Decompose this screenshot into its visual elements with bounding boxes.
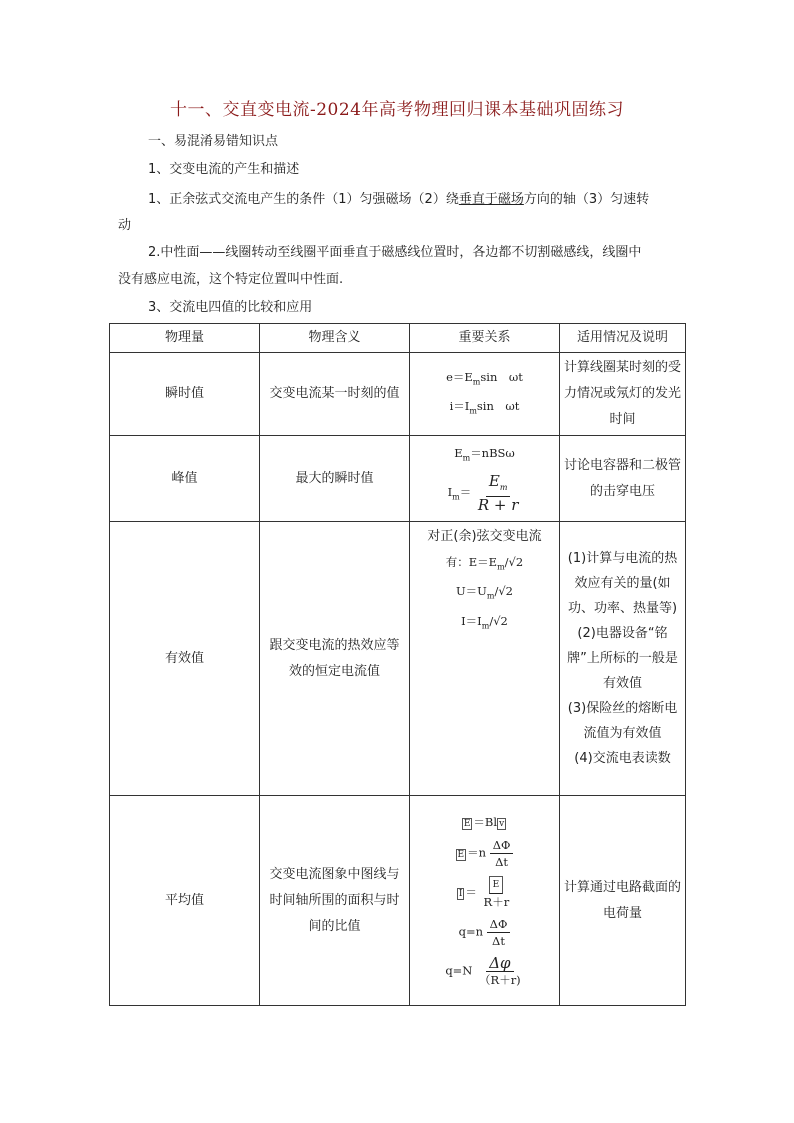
- four-values-table: [109, 323, 686, 1006]
- table-header-row: [110, 324, 686, 353]
- paragraph-conditions: [148, 190, 649, 210]
- cell-relations: $E_m=nBS\omega$ $I_m=$ $\frac{E_m}{R + r}$: [410, 436, 560, 522]
- cell-note: 讨论电容器和二极管的击穿电压: [560, 436, 686, 522]
- cell-quantity: 有效值: [110, 522, 260, 796]
- paragraph-conditions-underlined: 垂直于磁场: [458, 192, 524, 207]
- cell-quantity: 平均值: [110, 796, 260, 1006]
- cell-meaning: 跟交变电流的热效应等效的恒定电流值: [260, 522, 410, 796]
- cell-note: (1)计算与电流的热效应有关的量(如功、功率、热量等) (2)电器设备“铭牌”上所标的一般是有效值 (3)保险丝的熔断电流值为有效值 (4)交流电表读数: [560, 522, 686, 796]
- cell-meaning: 交变电流图象中图线与时间轴所围的面积与时间的比值: [260, 796, 410, 1006]
- table-row: [110, 353, 686, 436]
- paragraph-conditions-pre: 1、正余弦式交流电产生的条件（1）匀强磁场（2）绕: [148, 192, 459, 207]
- paragraph-neutral-plane-line2: 没有感应电流，这个特定位置叫中性面.: [118, 272, 344, 287]
- cell-note: 计算通过电路截面的电荷量: [560, 796, 686, 1006]
- cell-meaning: 交变电流某一时刻的值: [260, 353, 410, 436]
- cell-meaning: 最大的瞬时值: [260, 436, 410, 522]
- table-row: [110, 522, 686, 796]
- header-quantity: 物理量: [110, 324, 260, 353]
- subsection-heading: 1、交变电流的产生和描述: [148, 162, 300, 177]
- table-row: [110, 796, 686, 1006]
- cell-quantity: 瞬时值: [110, 353, 260, 436]
- subsection-heading-3: 3、交流电四值的比较和应用: [148, 300, 313, 315]
- section-heading: 一、易混淆易错知识点: [148, 134, 279, 149]
- header-note: 适用情况及说明: [560, 324, 686, 353]
- cell-relations: $e=E_m\sin$ ωt $i=I_m\sin$ ωt: [410, 353, 560, 436]
- cell-quantity: 峰值: [110, 436, 260, 522]
- page-title: 十一、交直变电流-2024年高考物理回归课本基础巩固练习: [169, 100, 624, 120]
- paragraph-neutral-plane-line1: 2.中性面——线圈转动至线圈平面垂直于磁感线位置时，各边都不切割磁感线，线圈中: [148, 245, 642, 260]
- header-relations: 重要关系: [410, 324, 560, 353]
- header-meaning: 物理含义: [260, 324, 410, 353]
- table-row: [110, 436, 686, 522]
- paragraph-conditions-post: 方向的轴（3）匀速转: [523, 192, 650, 207]
- cell-relations: E ＝Bl v E ＝n $\frac{\Delta\Phi}{\Delta t}$ I ＝ $\frac{E}{R+r}$ q=n $\frac{\Delta\Phi}{\Delta t}$ q=N $\frac{\Delta\varphi}{(R+r)}$: [410, 796, 560, 1006]
- cell-relations: 对正(余)弦交变电流 有：$E=E_m/√2$ $U=U_m/√2$ $I=I_m/√2$: [410, 522, 560, 796]
- paragraph-conditions-wrap: 动: [118, 218, 132, 233]
- cell-note: 计算线圈某时刻的受力情况或氖灯的发光时间: [560, 353, 686, 436]
